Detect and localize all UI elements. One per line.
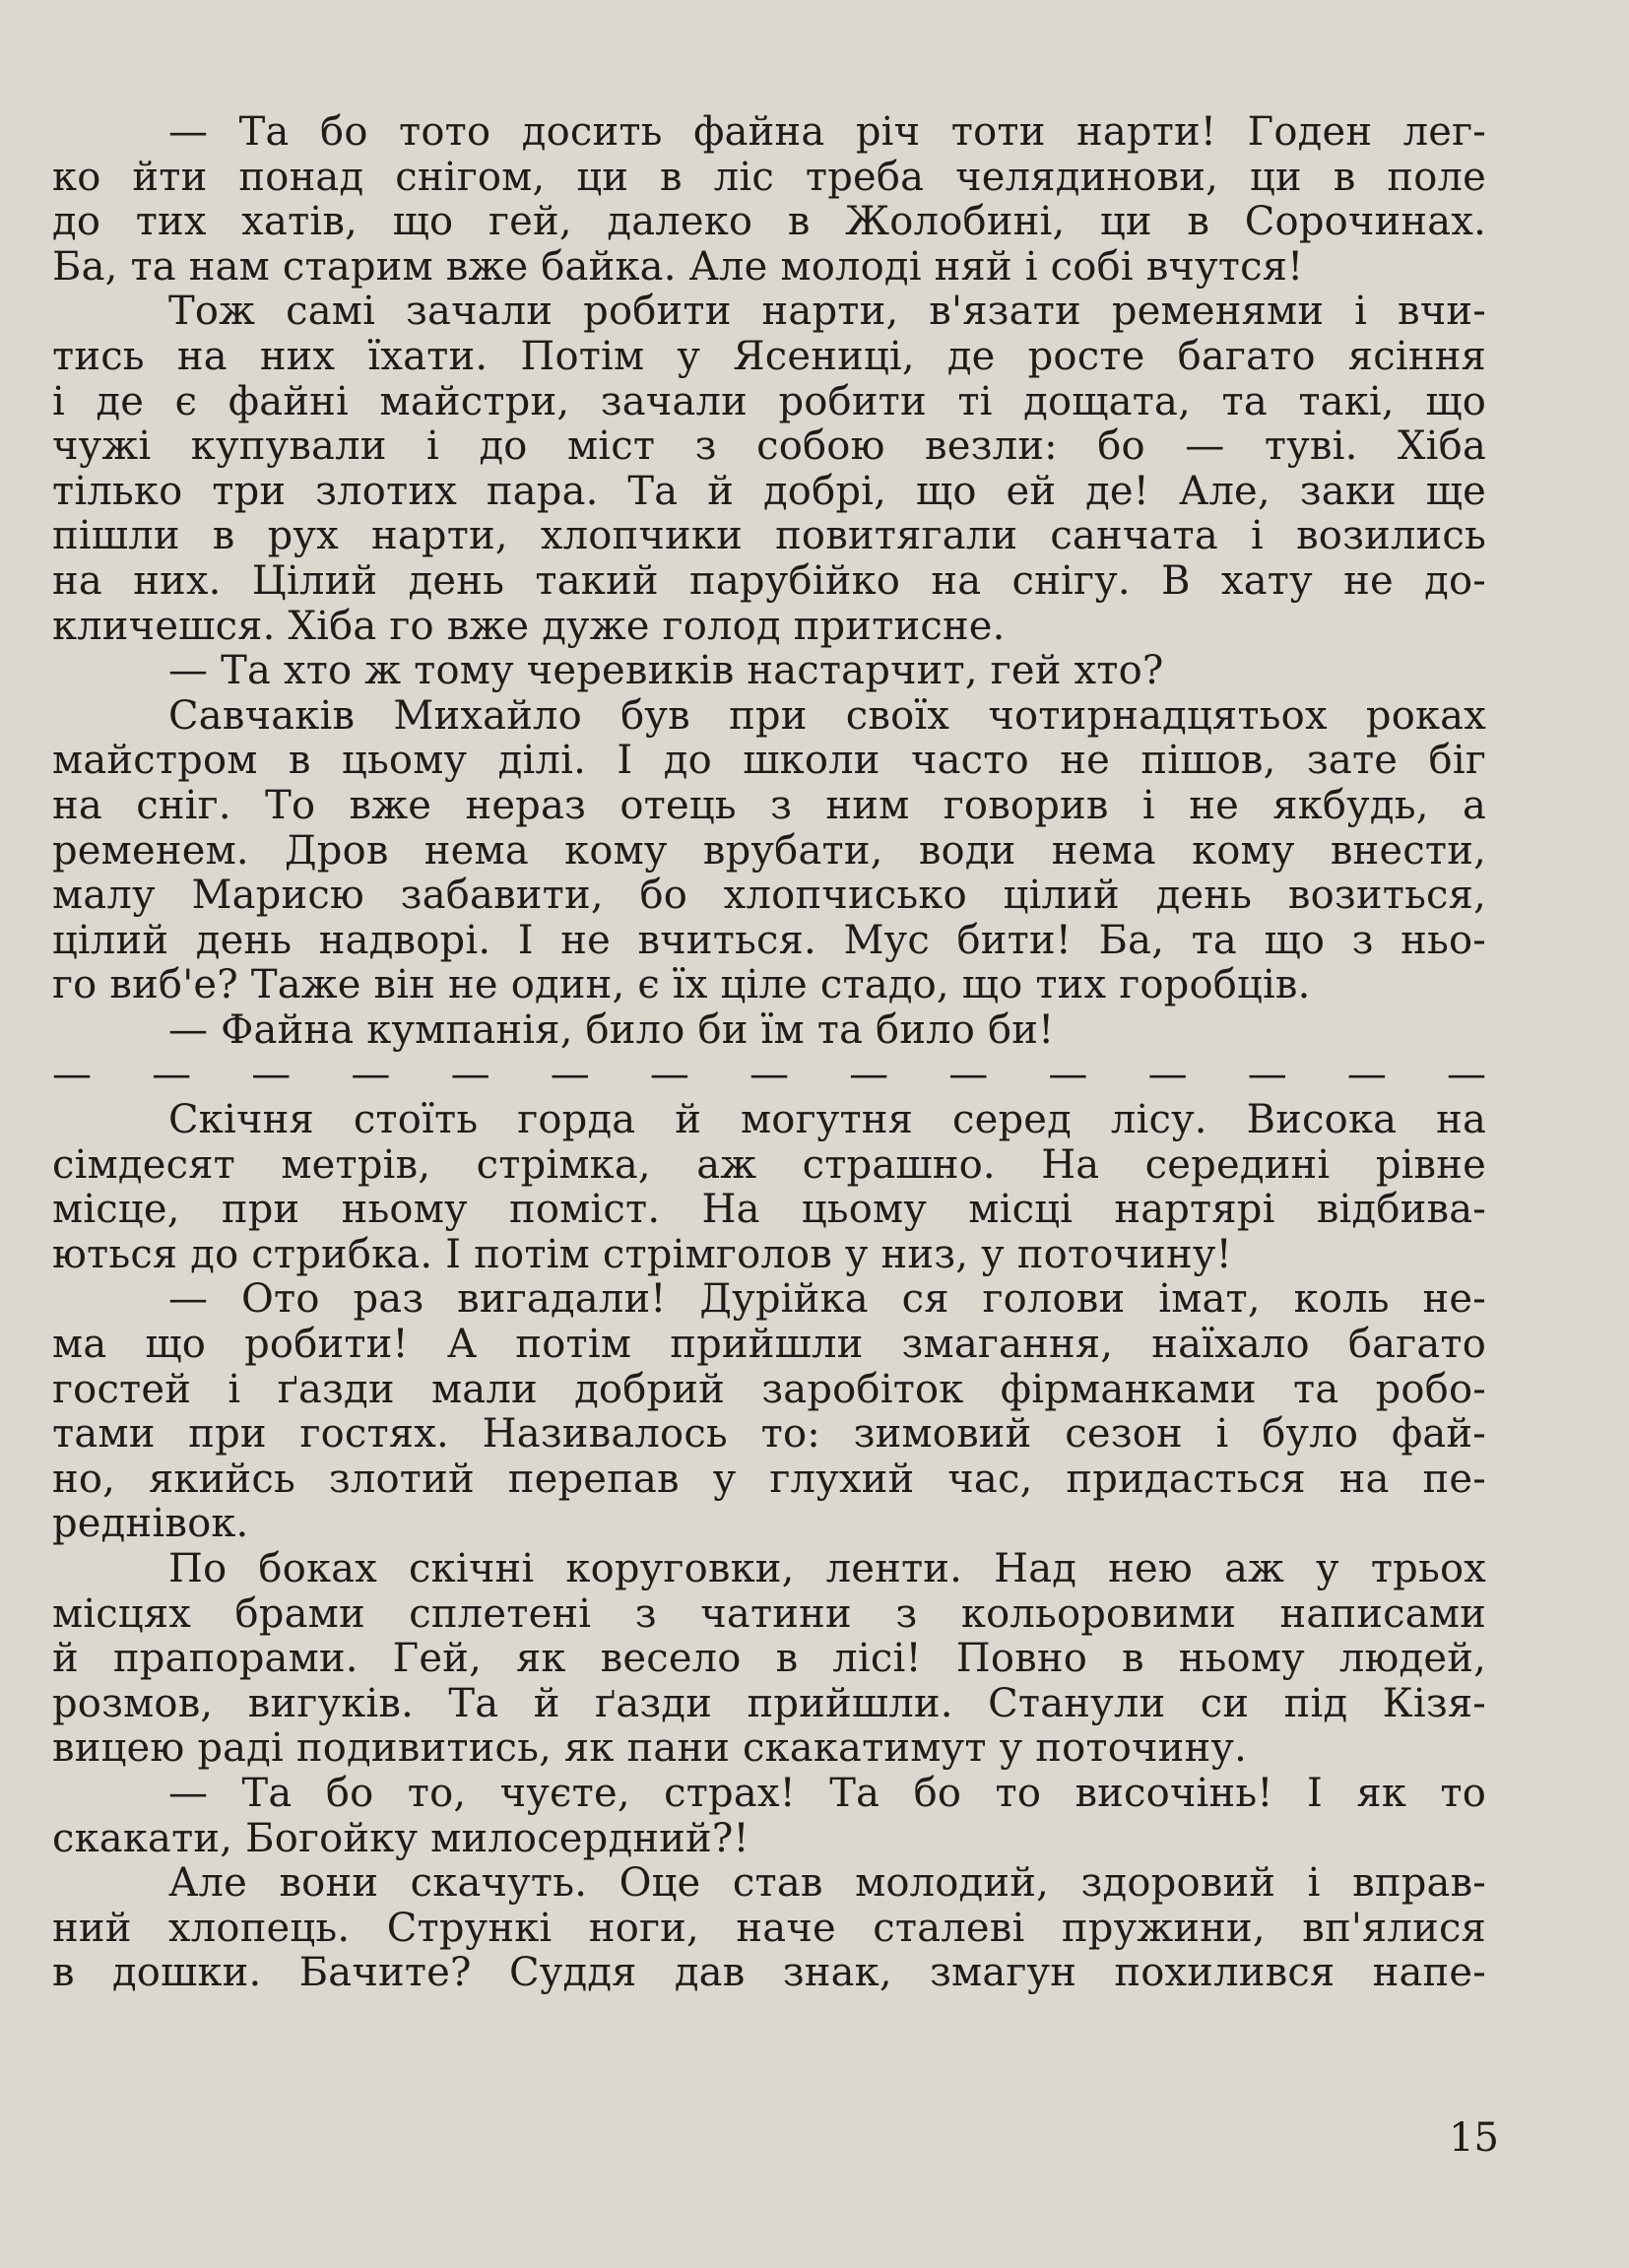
text-line: сімдесят метрів, стрімка, аж страшно. На середині рівне	[52, 1141, 1486, 1188]
text-line: ний хлопець. Стрункі ноги, наче сталеві пружини, вп'ялися	[52, 1905, 1486, 1951]
text-line: до тих хатів, що гей, далеко в Жолобині, ци в Сорочинах.	[52, 199, 1486, 245]
text-line: ко йти понад снігом, ци в ліс треба челядинови, ци в поле	[52, 154, 1486, 200]
text-line: місцях брами сплетені з чатини з кольоровими написами	[52, 1590, 1486, 1637]
page-number: 15	[1449, 2115, 1499, 2161]
text-line: Савчаків Михайло був при своїх чотирнадцятьох роках	[168, 692, 1486, 739]
text-line: го виб'е? Таже він не один, є їх ціле стадо, що тих горобців.	[52, 962, 1311, 1008]
text-line: тілько три злотих пара. Та й добрі, що ей де! Але, заки ще	[52, 468, 1486, 514]
text-line: ються до стрибка. І потім стрімголов у низ, у поточину!	[52, 1231, 1232, 1277]
text-line: на них. Цілий день такий парубійко на снігу. В хату не до-	[52, 557, 1486, 604]
text-line: ременем. Дров нема кому врубати, води нема кому внести,	[52, 827, 1486, 874]
text-line: в дошки. Бачите? Суддя дав знак, змагун похилився напе-	[52, 1950, 1486, 1996]
text-line: Тож самі зачали робити нарти, в'язати ременями і вчи-	[168, 289, 1486, 335]
text-line: — Та бо тото досить файна річ тоти нарти! Годен лег-	[168, 109, 1486, 155]
text-line: скакати, Богойку милосердний?!	[52, 1815, 749, 1861]
text-line: малу Марисю забавити, бо хлопчисько цілий день возиться,	[52, 873, 1486, 919]
text-line: розмов, вигуків. Та й ґазди прийшли. Станули си під Кізя-	[52, 1680, 1486, 1726]
text-line: місце, при ньому поміст. На цьому місці нартярі відбива-	[52, 1187, 1486, 1233]
text-line: на сніг. То вже нераз отець з ним говорив і не якбудь, а	[52, 782, 1486, 828]
text-line: но, якийсь злотий перепав у глухий час, придасться на пе-	[52, 1456, 1486, 1502]
text-line: цілий день надворі. І не вчиться. Мус бити! Ба, та що з ньо-	[52, 917, 1486, 963]
body-text	[52, 110, 1486, 1996]
text-line: — Файна кумпанія, било би їм та било би!	[168, 1006, 1055, 1053]
text-line: — Ото раз вигадали! Дурійка ся голови імат, коль не-	[168, 1276, 1486, 1323]
text-line: По боках скічні коруговки, ленти. Над нею аж у трьох	[168, 1546, 1486, 1591]
section-separator: — — — — — — — — — — — — — — —	[52, 1052, 1486, 1098]
text-line: гостей і ґазди мали добрий заробіток фірманками та робо-	[52, 1366, 1486, 1412]
text-line: — Та хто ж тому черевиків настарчит, гей хто?	[168, 648, 1164, 694]
text-line: й прапорами. Гей, як весело в лісі! Повно в ньому людей,	[52, 1636, 1486, 1682]
text-line: кличешся. Хіба го вже дуже голод притисне.	[52, 603, 1006, 649]
text-line: Ба, та нам старим вже байка. Але молоді няй і собі вчутся!	[52, 243, 1304, 290]
text-line: — Та бо то, чуєте, страх! Та бо то височінь! І як то	[168, 1770, 1486, 1816]
text-line: тись на них їхати. Потім у Ясениці, де росте багато ясіння	[52, 333, 1486, 379]
text-line: і де є файні майстри, зачали робити ті дощата, та такі, що	[52, 378, 1486, 424]
text-line: Але вони скачуть. Оце став молодий, здоровий і вправ-	[168, 1860, 1486, 1907]
text-line: Скічня стоїть горда й могутня серед лісу. Висока на	[168, 1097, 1486, 1143]
text-line: реднівок.	[52, 1501, 249, 1547]
text-line: ма що робити! А потім прийшли змагання, наїхало багато	[52, 1322, 1486, 1368]
text-line: майстром в цьому ділі. І до школи часто не пішов, зате біг	[52, 738, 1486, 784]
text-line: чужі купували і до міст з собою везли: бо — туві. Хіба	[52, 423, 1486, 470]
text-line: пішли в рух нарти, хлопчики повитягали санчата і возились	[52, 513, 1486, 559]
text-line: тами при гостях. Називалось то: зимовий сезон і було фай-	[52, 1411, 1486, 1458]
text-line: вицею раді подивитись, як пани скакатимут у поточину.	[52, 1725, 1248, 1772]
